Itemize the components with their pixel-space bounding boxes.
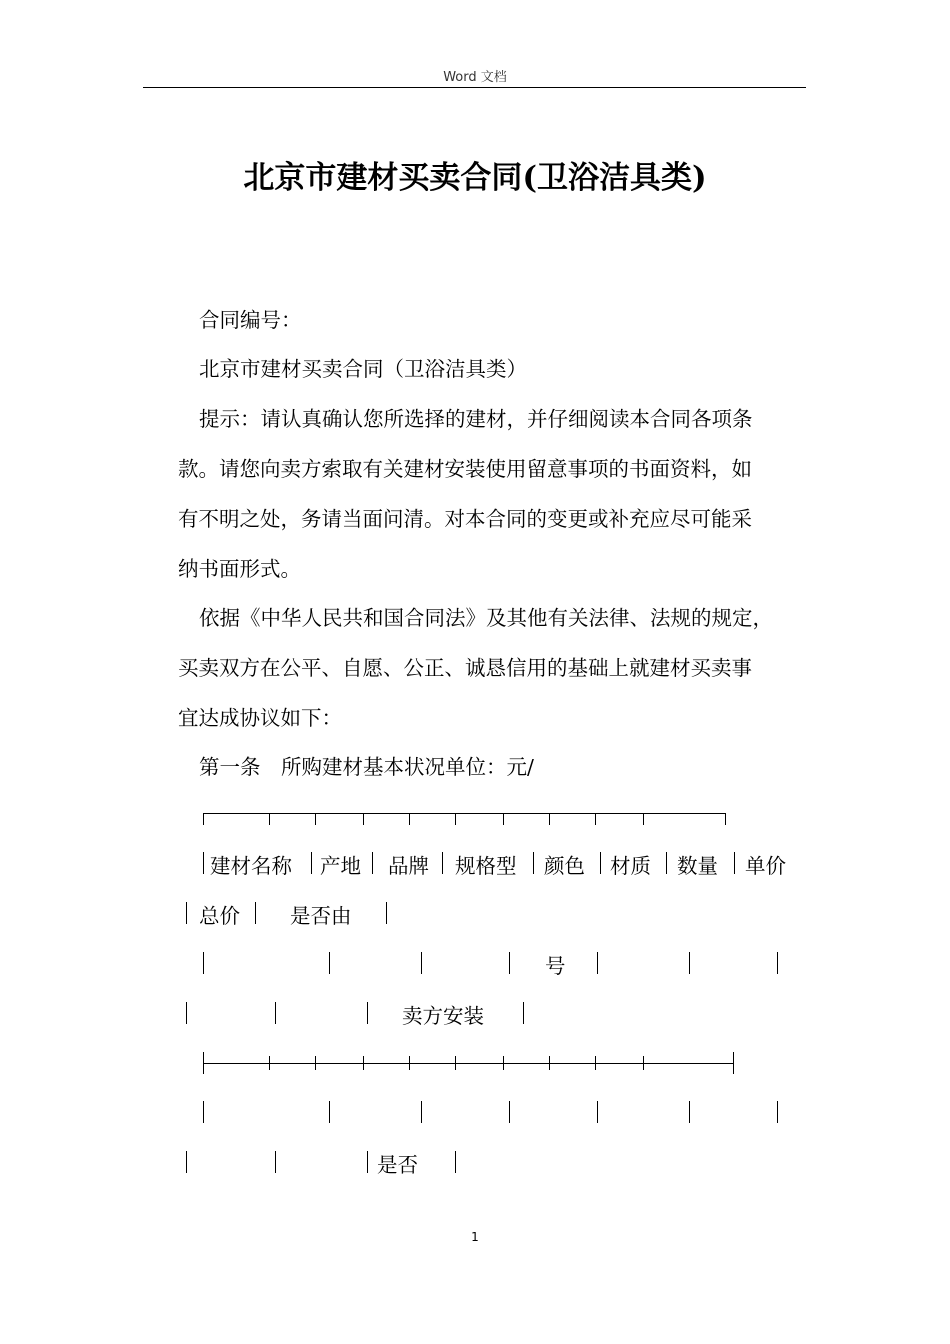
header-brand: 品牌 <box>388 854 429 878</box>
header-color: 颜色 <box>544 854 585 878</box>
document-title: 北京市建材买卖合同(卫浴洁具类) <box>243 160 707 196</box>
header-material: 材质 <box>610 854 651 878</box>
header-installed-by: 是否由 <box>290 904 352 928</box>
header-total-price: 总价 <box>199 904 240 928</box>
notice-line-2: 款。请您向卖方索取有关建材安装使用留意事项的书面资料，如 <box>178 457 752 481</box>
basis-line-3: 宜达成协议如下： <box>178 706 342 730</box>
notice-line-1: 提示：请认真确认您所选择的建材，并仔细阅读本合同各项条 <box>199 407 753 431</box>
contract-number-label: 合同编号： <box>199 308 302 332</box>
contract-subtitle: 北京市建材买卖合同（卫浴洁具类） <box>199 357 527 381</box>
header-spec-suffix: 号 <box>545 954 566 978</box>
header-rule <box>143 87 806 88</box>
page-header: Word 文档 <box>443 70 507 85</box>
header-spec: 规格型 <box>455 854 517 878</box>
row-install-yes-no: 是否 <box>377 1153 418 1177</box>
notice-line-4: 纳书面形式。 <box>178 557 301 581</box>
header-origin: 产地 <box>320 854 361 878</box>
notice-line-3: 有不明之处，务请当面问清。对本合同的变更或补充应尽可能采 <box>178 507 752 531</box>
basis-line-2: 买卖双方在公平、自愿、公正、诚恳信用的基础上就建材买卖事 <box>178 656 752 680</box>
article-1-heading: 第一条 所购建材基本状况单位：元/ <box>199 755 534 779</box>
header-unit-price: 单价 <box>745 854 786 878</box>
page-number: 1 <box>471 1230 479 1244</box>
basis-line-1: 依据《中华人民共和国合同法》及其他有关法律、法规的规定， <box>199 606 773 630</box>
header-quantity: 数量 <box>677 854 718 878</box>
header-seller-install: 卖方安装 <box>402 1004 484 1028</box>
header-material-name: 建材名称 <box>210 854 292 878</box>
